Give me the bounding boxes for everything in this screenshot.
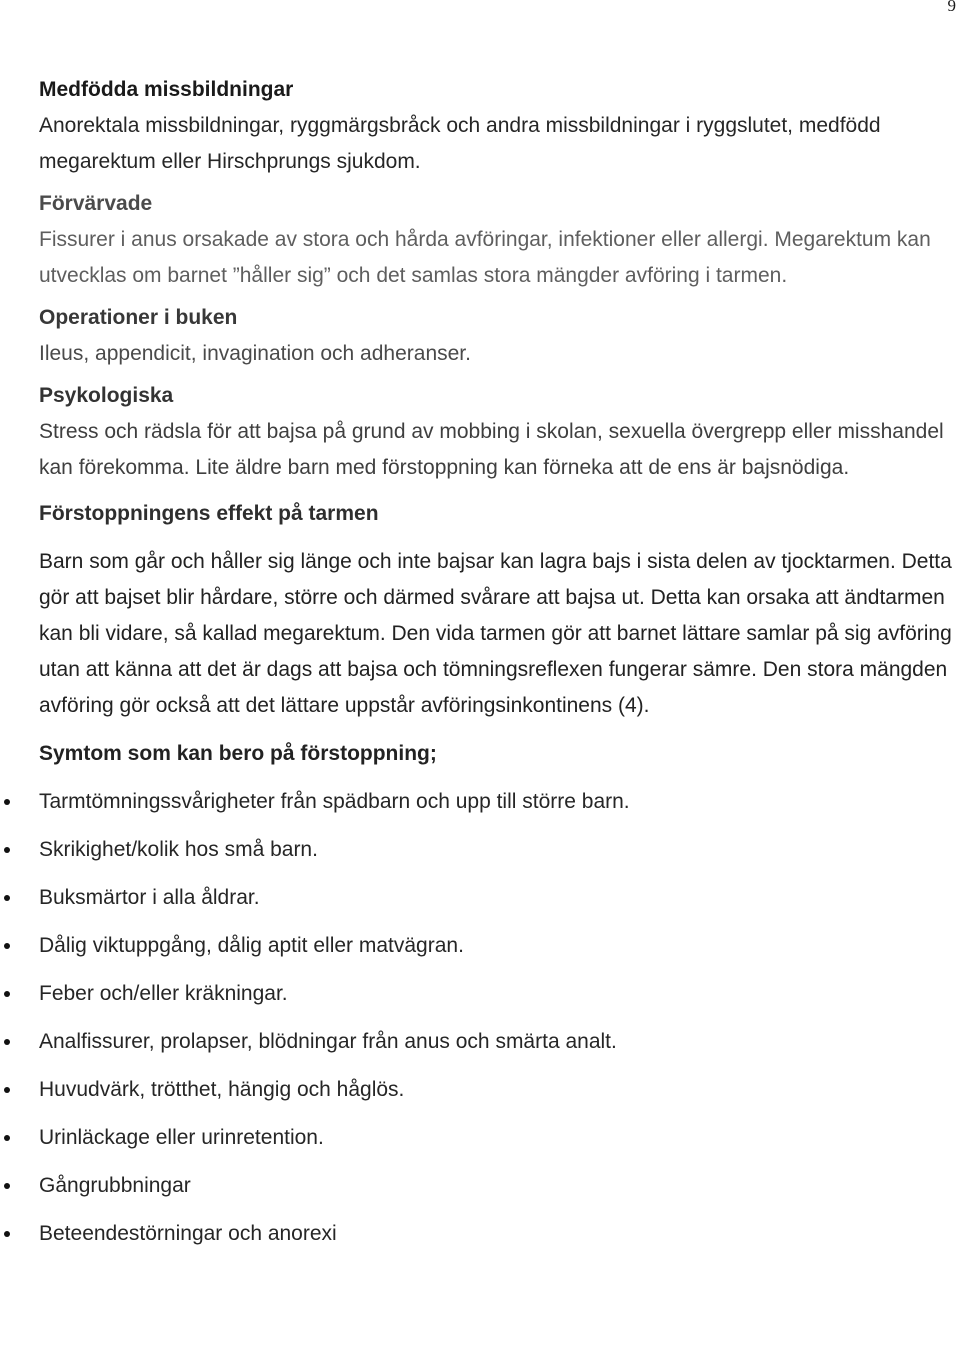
- section-text-acquired: Fissurer i anus orsakade av stora och hårda avföringar, infektioner eller allergi. Megarektum kan utvecklas om barnet ”håller sig” och det samlas stora mängder avföring i tarmen.: [39, 228, 931, 287]
- list-item-text: Dålig viktuppgång, dålig aptit eller matvägran.: [39, 934, 464, 957]
- symptom-list: [39, 784, 960, 1264]
- bullet-icon: [4, 1039, 10, 1045]
- bullet-icon: [4, 847, 10, 853]
- list-item-text: Buksmärtor i alla åldrar.: [39, 886, 260, 909]
- list-item: [39, 1024, 960, 1072]
- bullet-icon: [4, 1231, 10, 1237]
- list-item: [39, 1168, 960, 1216]
- page-number: 9: [947, 0, 956, 15]
- list-item-text: Beteendestörningar och anorexi: [39, 1222, 337, 1245]
- list-item: [39, 832, 960, 880]
- symptoms-heading: Symtom som kan bero på förstoppning;: [39, 742, 437, 765]
- section-heading-congenital: Medfödda missbildningar: [39, 78, 294, 101]
- list-item-text: Skrikighet/kolik hos små barn.: [39, 838, 318, 861]
- list-item: [39, 976, 960, 1024]
- section-heading-psychological: Psykologiska: [39, 384, 174, 407]
- bullet-icon: [4, 799, 10, 805]
- list-item: [39, 1072, 960, 1120]
- bullet-icon: [4, 943, 10, 949]
- bullet-icon: [4, 895, 10, 901]
- effect-text: Barn som går och håller sig länge och inte bajsar kan lagra bajs i sista delen av tjocktarmen. Detta gör att bajset blir hårdare, större och därmed svårare att bajsa ut. Detta kan orsaka att ändtarmen kan bli vidare, så kallad megarektum. Den vida tarmen gör att barnet lättare samlar på sig avföring utan att känna att det är dags att bajsa och tömningsreflexen fungerar sämre. Den stora mängden avföring gör också att det lättare uppstår avföringsinkontinens (4).: [39, 550, 952, 717]
- list-item-text: Analfissurer, prolapser, blödningar från anus och smärta analt.: [39, 1030, 617, 1053]
- list-item-text: Urinläckage eller urinretention.: [39, 1126, 324, 1149]
- section-surgery: [39, 300, 960, 372]
- bullet-icon: [4, 1135, 10, 1141]
- section-heading-acquired: Förvärvade: [39, 192, 153, 215]
- list-item-text: Feber och/eller kräkningar.: [39, 982, 288, 1005]
- section-text-psychological: Stress och rädsla för att bajsa på grund av mobbing i skolan, sexuella övergrepp eller misshandel kan förekomma. Lite äldre barn med förstoppning kan förneka att de ens är bajsnödiga.: [39, 420, 944, 479]
- list-item: [39, 880, 960, 928]
- section-heading-surgery: Operationer i buken: [39, 306, 238, 329]
- bullet-icon: [4, 1183, 10, 1189]
- list-item: [39, 1216, 960, 1264]
- bullet-icon: [4, 1087, 10, 1093]
- list-item: [39, 784, 960, 832]
- document-body: [39, 72, 960, 1264]
- section-congenital: [39, 72, 960, 180]
- list-item-text: Huvudvärk, trötthet, hängig och håglös.: [39, 1078, 405, 1101]
- list-item-text: Gångrubbningar: [39, 1174, 191, 1197]
- section-psychological: [39, 378, 960, 486]
- section-text-surgery: Ileus, appendicit, invagination och adheranser.: [39, 342, 471, 365]
- effect-heading: Förstoppningens effekt på tarmen: [39, 502, 379, 525]
- section-acquired: [39, 186, 960, 294]
- list-item: [39, 928, 960, 976]
- bullet-icon: [4, 991, 10, 997]
- list-item-text: Tarmtömningssvårigheter från spädbarn och upp till större barn.: [39, 790, 630, 813]
- section-text-congenital: Anorektala missbildningar, ryggmärgsbråck och andra missbildningar i ryggslutet, medfödd megarektum eller Hirschprungs sjukdom.: [39, 114, 881, 173]
- list-item: [39, 1120, 960, 1168]
